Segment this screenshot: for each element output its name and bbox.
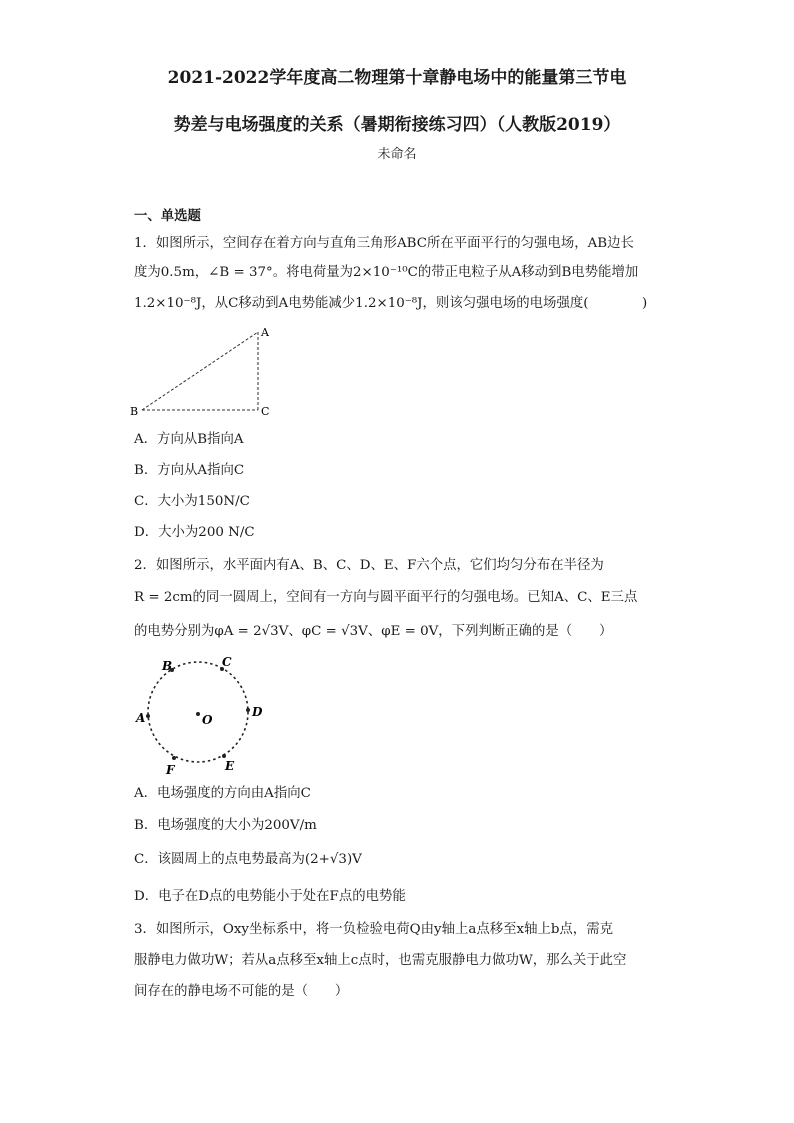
question-2-option-b: B．电场强度的大小为200V/m [134, 818, 317, 833]
question-2-option-d: D．电子在D点的电势能小于处在F点的电势能 [134, 889, 406, 904]
question-1-line-3: 1.2×10⁻⁸J，从C移动到A电势能减少1.2×10⁻⁸J，则该匀强电场的电场强度( ) [134, 296, 648, 311]
side-ab [142, 332, 258, 410]
vertex-label-b: B [130, 405, 139, 418]
question-3-line-1: 3．如图所示，Oxy坐标系中，将一负检验电荷Q由y轴上a点移至x轴上b点，需克 [134, 922, 613, 937]
question-1-line-1: 1．如图所示，空间存在着方向与直角三角形ABC所在平面平行的匀强电场，AB边长 [134, 236, 634, 251]
question-1-option-a: A．方向从B指向A [134, 432, 244, 447]
point-f [172, 756, 176, 760]
document-title-line-1: 2021-2022学年度高二物理第十章静电场中的能量第三节电 [167, 68, 627, 88]
point-a [146, 714, 150, 718]
point-label-c: C [222, 655, 232, 669]
question-1-option-b: B．方向从A指向C [134, 463, 245, 478]
question-3-line-2: 服静电力做功W；若从a点移至x轴上c点时，也需克服静电力做功W，那么关于此空 [134, 953, 627, 968]
point-label-d: D [252, 705, 263, 719]
vertex-label-c: C [261, 405, 270, 418]
document-title-line-2: 势差与电场强度的关系（暑期衔接练习四）（人教版2019） [173, 115, 621, 135]
question-1-option-c: C．大小为150N/C [134, 494, 250, 509]
question-3-line-3: 间存在的静电场不可能的是（ ） [134, 984, 349, 999]
question-2-option-c: C．该圆周上的点电势最高为(2+√3)V [134, 852, 362, 867]
question-2-line-3: 的电势分别为φA = 2√3V、φC = √3V、φE = 0V，下列判断正确的是（ ） [134, 624, 613, 639]
question-2-option-a: A．电场强度的方向由A指向C [134, 786, 311, 801]
point-label-o: O [202, 713, 213, 727]
question-1-line-2: 度为0.5m，∠B = 37°。将电荷量为2×10⁻¹⁰C的带正电粒子从A移动到B电势能增加 [134, 265, 639, 280]
triangle-abc-figure [128, 322, 288, 422]
point-label-a: A [136, 711, 146, 725]
question-2-line-1: 2．如图所示，水平面内有A、B、C、D、E、F六个点，它们均匀分布在半径为 [134, 558, 604, 573]
section-heading-single-choice: 一、单选题 [134, 209, 201, 224]
point-o [196, 712, 200, 716]
point-e [222, 754, 226, 758]
question-1-option-d: D．大小为200 N/C [134, 525, 255, 540]
point-label-f: F [166, 763, 175, 777]
question-2-line-2: R = 2cm的同一圆周上，空间有一方向与圆平面平行的匀强电场。已知A、C、E三点 [134, 590, 638, 605]
document-subtitle: 未命名 [377, 147, 417, 162]
circle-six-points-figure [132, 652, 272, 780]
vertex-label-a: A [261, 326, 269, 339]
point-d [246, 708, 250, 712]
point-label-b: B [162, 659, 173, 673]
point-label-e: E [225, 759, 235, 773]
